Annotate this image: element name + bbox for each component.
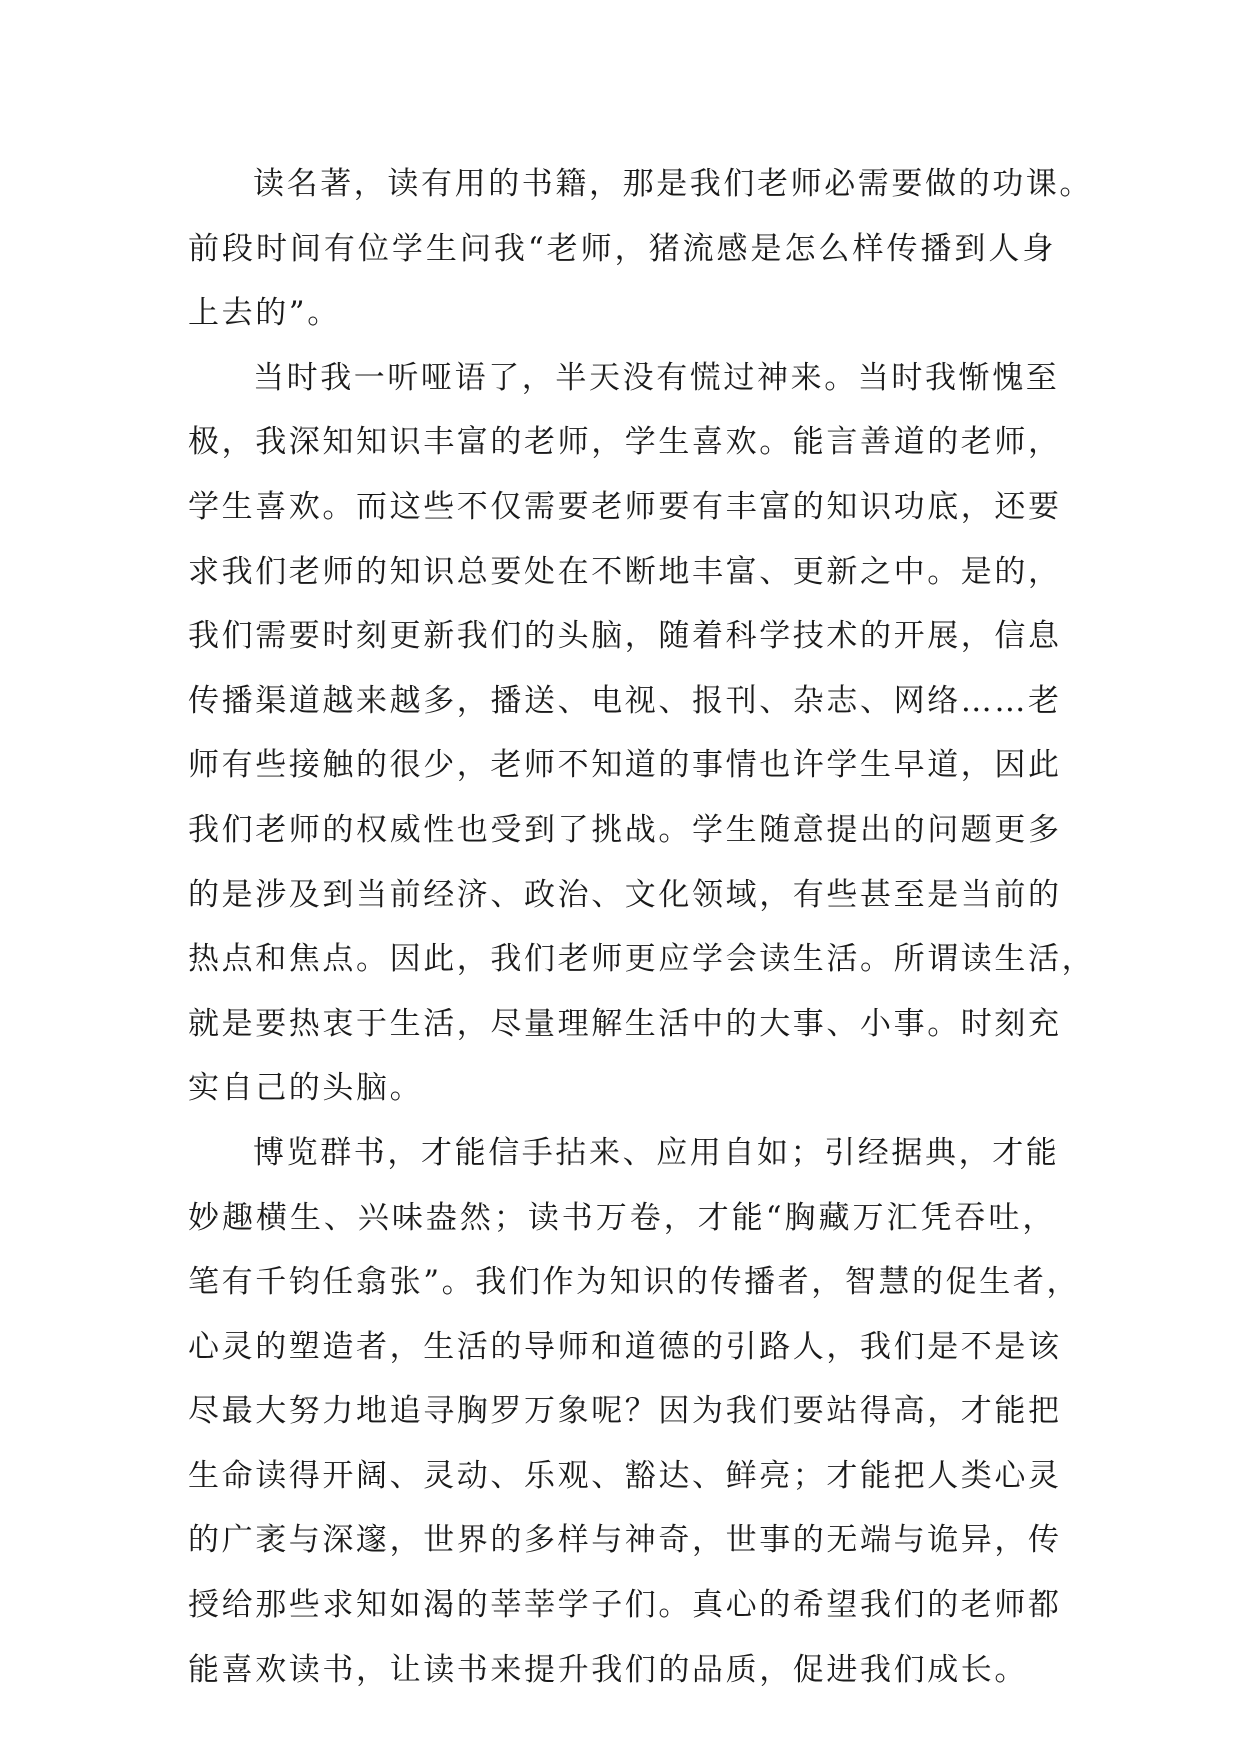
- text-line: 的是涉及到当前经济、政治、文化领域，有些甚至是当前的: [188, 876, 1062, 913]
- text-line: 就是要热衷于生活，尽量理解生活中的大事、小事。时刻充: [188, 1005, 1062, 1042]
- text-line: 求我们老师的知识总要处在不断地丰富、更新之中。是的，: [188, 553, 1062, 590]
- paragraph-2: [188, 346, 1096, 1121]
- text-line: 生命读得开阔、灵动、乐观、豁达、鲜亮；才能把人类心灵: [188, 1457, 1062, 1494]
- text-line: 读名著，读有用的书籍，那是我们老师必需要做的功课。: [253, 166, 1093, 202]
- text-line: 当时我一听哑语了，半天没有慌过神来。当时我惭愧至: [253, 359, 1060, 396]
- text-line: 传播渠道越来越多，播送、电视、报刊、杂志、网络……老: [188, 682, 1062, 719]
- text-line: 尽最大努力地追寻胸罗万象呢？因为我们要站得高，才能把: [188, 1393, 1062, 1430]
- text-line: 我们老师的权威性也受到了挑战。学生随意提出的问题更多: [188, 811, 1062, 848]
- text-line: 极，我深知知识丰富的老师，学生喜欢。能言善道的老师，: [188, 424, 1062, 461]
- text-line: 授给那些求知如渴的莘莘学子们。真心的希望我们的老师都: [188, 1587, 1062, 1624]
- text-line: 上去的”。: [188, 295, 341, 332]
- text-line: 热点和焦点。因此，我们老师更应学会读生活。所谓读生活，: [188, 941, 1096, 978]
- text-line: 笔有千钧任翕张”。我们作为知识的传播者，智慧的促生者，: [188, 1264, 1081, 1301]
- text-line: 能喜欢读书，让读书来提升我们的品质，促进我们成长。: [188, 1651, 1028, 1688]
- paragraph-3: [188, 1121, 1081, 1702]
- text-line: 妙趣横生、兴味盎然；读书万卷，才能“胸藏万汇凭吞吐，: [188, 1199, 1056, 1236]
- text-line: 心灵的塑造者，生活的导师和道德的引路人，我们是不是该: [188, 1328, 1062, 1365]
- document-body: [188, 152, 1096, 1702]
- paragraph-1: [188, 152, 1093, 346]
- text-line: 师有些接触的很少，老师不知道的事情也许学生早道，因此: [188, 747, 1062, 784]
- text-line: 的广袤与深邃，世界的多样与神奇，世事的无端与诡异，传: [188, 1522, 1062, 1559]
- text-line: 学生喜欢。而这些不仅需要老师要有丰富的知识功底，还要: [188, 488, 1062, 525]
- text-line: 我们需要时刻更新我们的头脑，随着科学技术的开展，信息: [188, 618, 1062, 655]
- text-line: 博览群书，才能信手拈来、应用自如；引经据典，才能: [253, 1134, 1060, 1171]
- text-line: 实自己的头脑。: [188, 1070, 424, 1107]
- text-line: 前段时间有位学生问我“老师，猪流感是怎么样传播到人身: [188, 230, 1056, 267]
